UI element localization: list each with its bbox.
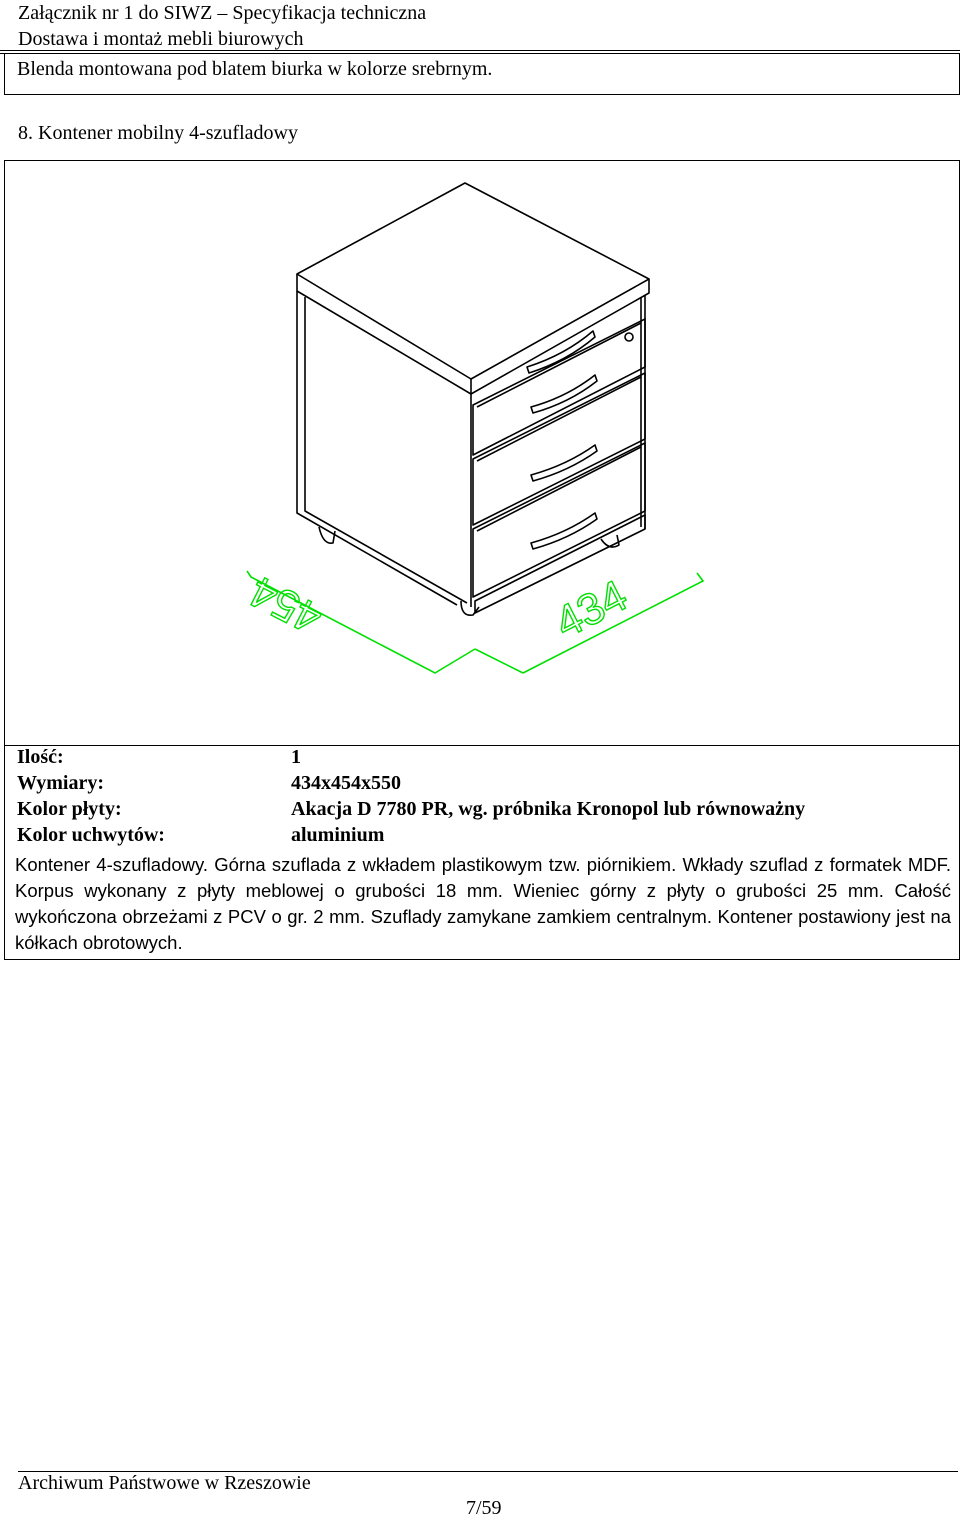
handle-icon-2 bbox=[531, 375, 597, 413]
dimension-width-label: 434 bbox=[547, 570, 635, 648]
dims-value: 434x454x550 bbox=[291, 772, 401, 794]
board-color-value: Akacja D 7780 PR, wg. próbnika Kronopol lub równoważny bbox=[291, 798, 806, 820]
header-subtitle: Dostawa i montaż mebli biurowych bbox=[18, 28, 304, 50]
description-text: Kontener 4-szufladowy. Górna szuflada z wkładem plastikowym tzw. piórnikiem. Wkłady szuflad z formatek MDF. Korpus wykonany z płyty meblowej o grubości 18 mm. Wieniec górny z płyty o grubości 25 mm. Całość wykończona obrzeżami z PCV o gr. 2 mm. Szuflady zamykane zamkiem centralnym. Kontener postawiony jest na kółkach obrotowych. bbox=[15, 854, 951, 953]
previous-item-text: Blenda montowana pod blatem biurka w kolorze srebrnym. bbox=[17, 58, 493, 80]
page-number: 7/59 bbox=[466, 1497, 502, 1519]
previous-item-box bbox=[4, 53, 960, 95]
section-title: 8. Kontener mobilny 4-szufladowy bbox=[18, 122, 298, 144]
footer-archive: Archiwum Państwowe w Rzeszowie bbox=[18, 1472, 311, 1494]
dimension-depth-label: 454 bbox=[242, 566, 330, 644]
castor-icon-3 bbox=[601, 535, 619, 547]
dims-label: Wymiary: bbox=[17, 772, 105, 794]
handle-color-value: aluminium bbox=[291, 824, 385, 846]
board-color-label: Kolor płyty: bbox=[17, 798, 122, 820]
handle-color-label: Kolor uchwytów: bbox=[17, 824, 165, 846]
cabinet-outline bbox=[297, 183, 649, 615]
qty-label: Ilość: bbox=[17, 746, 64, 768]
handle-icon-3 bbox=[531, 445, 597, 481]
cabinet-drawing bbox=[5, 161, 960, 747]
drawing-frame bbox=[4, 160, 960, 746]
spec-table bbox=[4, 745, 960, 960]
header-title: Załącznik nr 1 do SIWZ – Specyfikacja techniczna bbox=[18, 2, 427, 24]
qty-value: 1 bbox=[291, 746, 301, 768]
lock-icon bbox=[625, 333, 633, 341]
